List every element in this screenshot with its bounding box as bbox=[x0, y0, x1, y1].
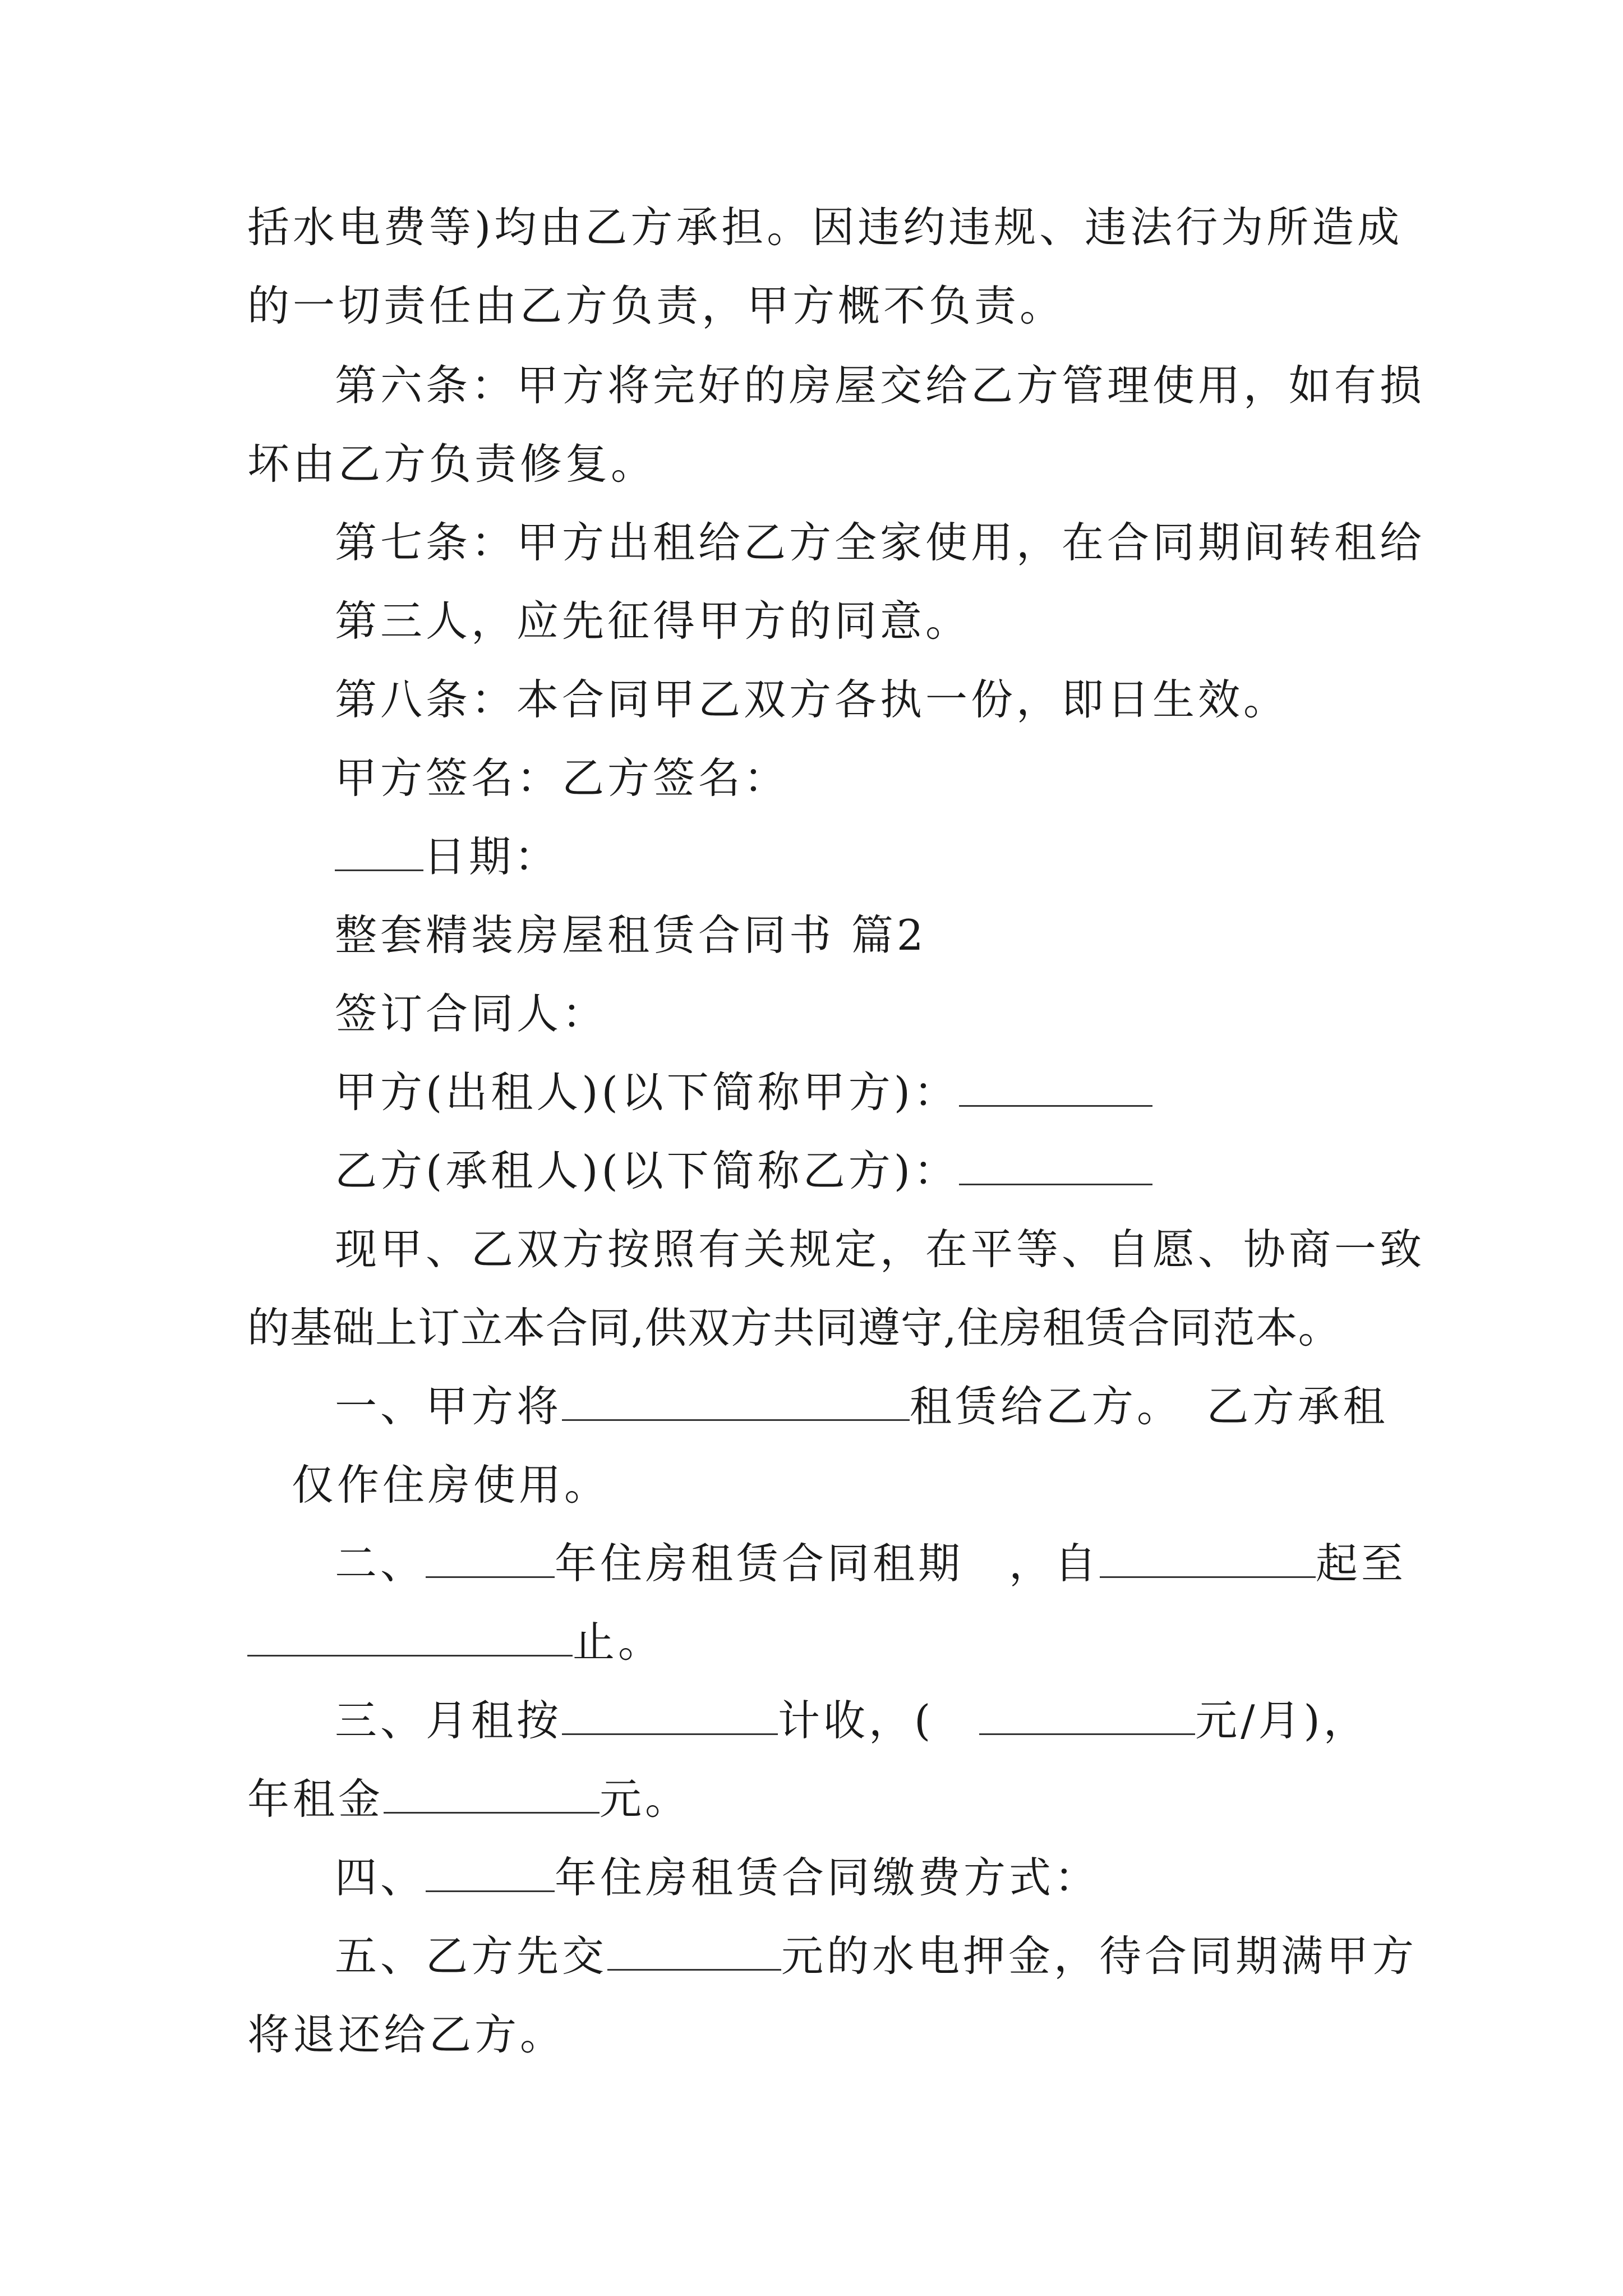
date-blank bbox=[335, 829, 423, 871]
item-3-line bbox=[335, 1692, 1386, 1749]
signature-line: 甲方签名：乙方签名： bbox=[335, 753, 790, 803]
item-5-prefix: 五、乙方先交 bbox=[335, 1931, 608, 1981]
preamble-continuation: 的基础上订立本合同,供双方共同遵守,住房租赁合同范本。 bbox=[247, 1303, 1341, 1352]
party-b-label: 乙方(承租人)(以下简称乙方)： bbox=[335, 1146, 960, 1195]
item-5-suffix: 元的水电押金，待合同期满甲方 bbox=[781, 1931, 1418, 1981]
item-2-continuation bbox=[247, 1614, 1386, 1670]
signatories-label: 签订合同人： bbox=[335, 989, 608, 1038]
item-2-line bbox=[335, 1535, 1407, 1591]
party-a-blank bbox=[959, 1065, 1152, 1107]
party-b-blank bbox=[959, 1143, 1152, 1185]
item-2-end: 止。 bbox=[573, 1617, 664, 1667]
preamble-line: 现甲、乙双方按照有关规定，在平等、自愿、协商一致 bbox=[335, 1225, 1426, 1274]
paragraph-line: 括水电费等)均由乙方承担。因违约违规、违法行为所造成 bbox=[247, 203, 1403, 252]
item-2-blank-year bbox=[426, 1536, 555, 1578]
item-3-blank-basis bbox=[562, 1693, 778, 1735]
party-a-label: 甲方(出租人)(以下简称甲方)： bbox=[335, 1068, 960, 1117]
clause-6-continuation: 坏由乙方负责修复。 bbox=[247, 439, 657, 489]
item-3-middle: 计收，( bbox=[778, 1696, 980, 1745]
party-a-line bbox=[335, 1064, 1386, 1120]
item-1-continuation: 仅作住房使用。 bbox=[292, 1460, 610, 1510]
item-1-prefix: 一、甲方将 bbox=[335, 1382, 562, 1431]
item-2-blank-start bbox=[1100, 1536, 1316, 1578]
item-1-line bbox=[335, 1378, 1389, 1434]
clause-7-line: 第七条：甲方出租给乙方全家使用，在合同期间转租给 bbox=[335, 518, 1426, 567]
item-3-continuation bbox=[247, 1771, 1386, 1827]
item-3-prefix: 三、月租按 bbox=[335, 1696, 562, 1745]
item-5-continuation: 将退还给乙方。 bbox=[247, 2010, 566, 2059]
item-4-suffix: 年住房租赁合同缴费方式： bbox=[555, 1853, 1100, 1902]
section-heading: 整套精装房屋租赁合同书 篇2 bbox=[335, 910, 927, 960]
item-4-line bbox=[335, 1849, 1386, 1906]
item-5-line bbox=[335, 1928, 1418, 1984]
item-1-blank bbox=[562, 1379, 910, 1421]
item-5-blank bbox=[607, 1929, 781, 1971]
clause-7-continuation: 第三人，应先征得甲方的同意。 bbox=[335, 596, 971, 646]
item-2-prefix: 二、 bbox=[335, 1539, 426, 1588]
item-2-suffix: 起至 bbox=[1316, 1539, 1407, 1588]
item-3-blank-monthly bbox=[979, 1693, 1195, 1735]
item-4-blank bbox=[426, 1850, 555, 1892]
party-b-line bbox=[335, 1143, 1386, 1199]
date-label: 日期： bbox=[423, 832, 560, 881]
item-1-suffix: 租赁给乙方。 乙方承租 bbox=[910, 1382, 1389, 1431]
annual-rent-blank bbox=[384, 1772, 600, 1814]
annual-rent-label: 年租金 bbox=[247, 1774, 384, 1824]
item-2-blank-end bbox=[247, 1614, 573, 1657]
annual-rent-unit: 元。 bbox=[600, 1774, 691, 1824]
clause-8-line: 第八条：本合同甲乙双方各执一份，即日生效。 bbox=[335, 675, 1289, 724]
item-2-middle: 年住房租赁合同租期 ，自 bbox=[555, 1539, 1100, 1588]
date-line bbox=[335, 829, 1386, 885]
clause-6-line: 第六条：甲方将完好的房屋交给乙方管理使用，如有损 bbox=[335, 361, 1426, 410]
item-4-prefix: 四、 bbox=[335, 1853, 426, 1902]
paragraph-line: 的一切责任由乙方负责，甲方概不负责。 bbox=[247, 281, 1066, 330]
item-3-suffix: 元/月)， bbox=[1195, 1696, 1369, 1745]
